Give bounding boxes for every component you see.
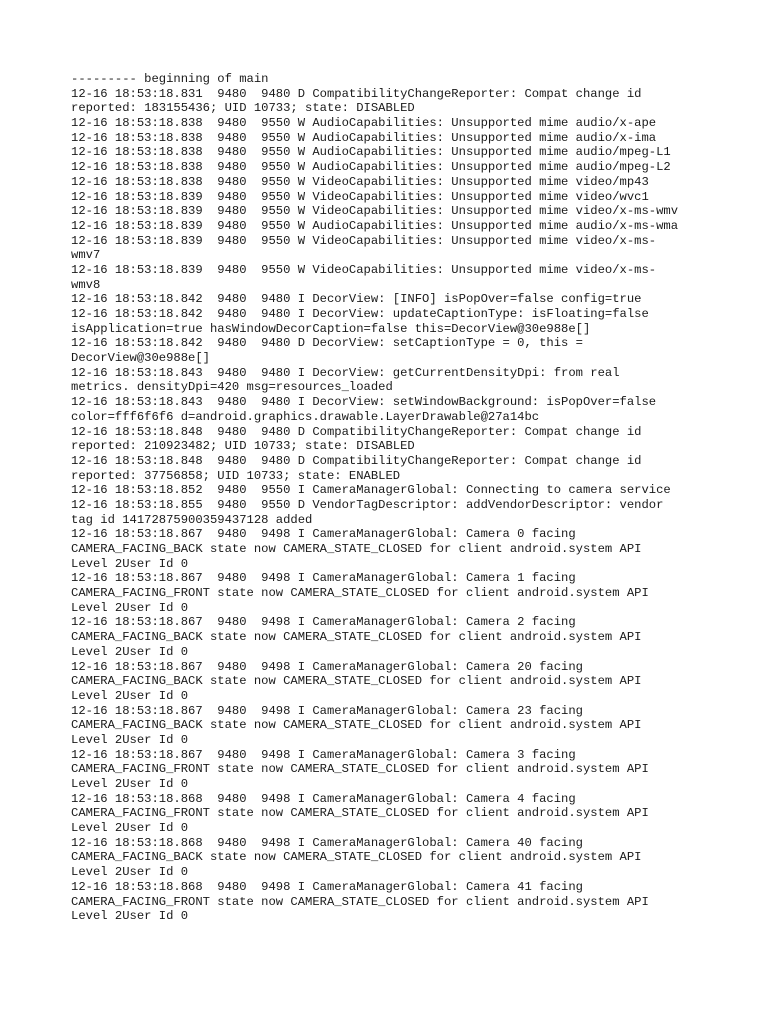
log-line: Level 2User Id 0: [71, 688, 189, 703]
log-line: 12-16 18:53:18.842 9480 9480 I DecorView: [INFO] isPopOver=false config=true: [71, 292, 642, 307]
log-line: CAMERA_FACING_BACK state now CAMERA_STATE_CLOSED for client android.system API: [71, 674, 642, 689]
log-line: 12-16 18:53:18.855 9480 9550 D VendorTagDescriptor: addVendorDescriptor: vendor: [71, 497, 664, 512]
log-line: 12-16 18:53:18.839 9480 9550 W VideoCapabilities: Unsupported mime video/x-ms-: [71, 233, 657, 248]
log-line: 12-16 18:53:18.842 9480 9480 D DecorView: setCaptionType = 0, this =: [71, 336, 583, 351]
log-line: DecorView@30e988e[]: [71, 351, 210, 366]
log-line: --------- beginning of main: [71, 72, 269, 86]
log-line: 12-16 18:53:18.839 9480 9550 W AudioCapabilities: Unsupported mime audio/x-ms-wma: [71, 218, 679, 233]
log-line: 12-16 18:53:18.843 9480 9480 I DecorView: getCurrentDensityDpi: from real: [71, 365, 620, 380]
log-line: 12-16 18:53:18.867 9480 9498 I CameraManagerGlobal: Camera 2 facing: [71, 615, 576, 630]
log-line: metrics. densityDpi=420 msg=resources_loaded: [71, 380, 393, 395]
log-line: 12-16 18:53:18.867 9480 9498 I CameraManagerGlobal: Camera 20 facing: [71, 659, 583, 674]
log-line: Level 2User Id 0: [71, 556, 189, 571]
log-line: 12-16 18:53:18.831 9480 9480 D CompatibilityChangeReporter: Compat change id: [71, 86, 642, 101]
log-line: 12-16 18:53:18.838 9480 9550 W AudioCapabilities: Unsupported mime audio/x-ape: [71, 116, 657, 131]
log-line: Level 2User Id 0: [71, 732, 189, 747]
log-line: isApplication=true hasWindowDecorCaption=false this=DecorView@30e988e[]: [71, 321, 591, 336]
log-line: CAMERA_FACING_BACK state now CAMERA_STATE_CLOSED for client android.system API: [71, 542, 642, 556]
log-line: Level 2User Id 0: [71, 777, 189, 791]
log-line: 12-16 18:53:18.838 9480 9550 W VideoCapabilities: Unsupported mime video/mp43: [71, 174, 649, 189]
log-text-block: [71, 72, 711, 924]
log-line: 12-16 18:53:18.852 9480 9550 I CameraManagerGlobal: Connecting to camera service: [71, 483, 671, 498]
log-line: 12-16 18:53:18.848 9480 9480 D CompatibilityChangeReporter: Compat change id: [71, 424, 642, 439]
log-line: 12-16 18:53:18.867 9480 9498 I CameraManagerGlobal: Camera 3 facing: [71, 747, 576, 762]
log-line: Level 2User Id 0: [71, 644, 189, 659]
log-line: 12-16 18:53:18.839 9480 9550 W VideoCapabilities: Unsupported mime video/x-ms-wmv: [71, 204, 679, 219]
log-line: CAMERA_FACING_FRONT state now CAMERA_STATE_CLOSED for client android.system API: [71, 762, 649, 777]
log-line: 12-16 18:53:18.868 9480 9498 I CameraManagerGlobal: Camera 41 facing: [71, 879, 583, 894]
log-line: 12-16 18:53:18.839 9480 9550 W VideoCapabilities: Unsupported mime video/wvc1: [71, 189, 649, 204]
log-line: Level 2User Id 0: [71, 865, 189, 880]
log-line: 12-16 18:53:18.838 9480 9550 W AudioCapabilities: Unsupported mime audio/mpeg-L2: [71, 160, 671, 175]
log-line: tag id 14172875900359437128 added: [71, 512, 313, 527]
log-line: 12-16 18:53:18.848 9480 9480 D CompatibilityChangeReporter: Compat change id: [71, 453, 642, 468]
log-line: Level 2User Id 0: [71, 909, 189, 924]
log-line: CAMERA_FACING_FRONT state now CAMERA_STATE_CLOSED for client android.system API: [71, 586, 649, 601]
log-line: wmv7: [71, 248, 101, 263]
log-line: Level 2User Id 0: [71, 821, 189, 836]
log-line: 12-16 18:53:18.868 9480 9498 I CameraManagerGlobal: Camera 40 facing: [71, 835, 583, 850]
log-line: 12-16 18:53:18.867 9480 9498 I CameraManagerGlobal: Camera 23 facing: [71, 703, 583, 718]
log-line: 12-16 18:53:18.868 9480 9498 I CameraManagerGlobal: Camera 4 facing: [71, 791, 576, 806]
log-line: Level 2User Id 0: [71, 600, 189, 615]
log-line: CAMERA_FACING_BACK state now CAMERA_STATE_CLOSED for client android.system API: [71, 718, 642, 733]
log-line: CAMERA_FACING_FRONT state now CAMERA_STATE_CLOSED for client android.system API: [71, 806, 649, 821]
log-line: reported: 37756858; UID 10733; state: ENABLED: [71, 468, 401, 483]
log-line: 12-16 18:53:18.839 9480 9550 W VideoCapabilities: Unsupported mime video/x-ms-: [71, 262, 657, 277]
log-line: 12-16 18:53:18.843 9480 9480 I DecorView: setWindowBackground: isPopOver=false: [71, 395, 657, 410]
log-line: 12-16 18:53:18.838 9480 9550 W AudioCapabilities: Unsupported mime audio/x-ima: [71, 130, 657, 145]
log-line: wmv8: [71, 277, 101, 292]
log-line: 12-16 18:53:18.867 9480 9498 I CameraManagerGlobal: Camera 1 facing: [71, 571, 576, 586]
log-line: color=fff6f6f6 d=android.graphics.drawable.LayerDrawable@27a14bc: [71, 409, 540, 424]
log-line: 12-16 18:53:18.838 9480 9550 W AudioCapabilities: Unsupported mime audio/mpeg-L1: [71, 145, 671, 160]
log-line: 12-16 18:53:18.842 9480 9480 I DecorView: updateCaptionType: isFloating=false: [71, 307, 649, 321]
log-line: CAMERA_FACING_BACK state now CAMERA_STATE_CLOSED for client android.system API: [71, 630, 642, 645]
log-line: 12-16 18:53:18.867 9480 9498 I CameraManagerGlobal: Camera 0 facing: [71, 527, 576, 542]
log-line: reported: 183155436; UID 10733; state: DISABLED: [71, 101, 415, 116]
log-line: reported: 210923482; UID 10733; state: DISABLED: [71, 439, 415, 454]
log-line: CAMERA_FACING_BACK state now CAMERA_STATE_CLOSED for client android.system API: [71, 850, 642, 865]
log-line: CAMERA_FACING_FRONT state now CAMERA_STATE_CLOSED for client android.system API: [71, 894, 649, 909]
